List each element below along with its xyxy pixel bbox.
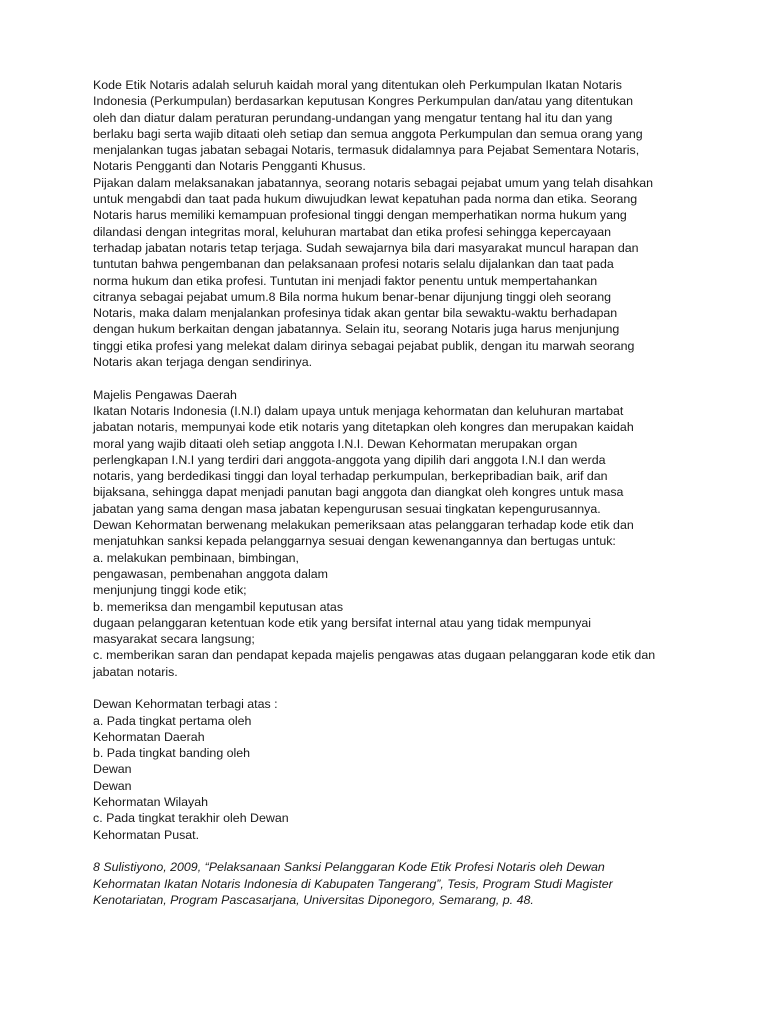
spacer	[93, 370, 683, 386]
spacer	[93, 843, 683, 859]
section-heading: Majelis Pengawas Daerah	[93, 387, 237, 402]
paragraph-ikatan-notaris: Ikatan Notaris Indonesia (I.N.I) dalam upaya untuk menjaga kehormatan dan keluhuran martabat jabatan notaris, mempunyai kode etik notaris yang ditetapkan oleh kongres dan merupakan kaidah moral yang wajib ditaati oleh setiap anggota I.N.I. Dewan Kehormatan merupakan organ perlengkapan I.N.I yang terdiri dari anggota-anggota yang dipilih dari anggota I.N.I dan werda notaris, yang berdedikasi tinggi dan loyal terhadap perkumpulan, berkepribadian baik, arif dan bijaksana, sehingga dapat menjadi panutan bagi anggota dan diangkat oleh kongres untuk masa jabatan yang sama dengan masa jabatan kepengurusan sesuai tingkatan kepengurusannya.	[93, 403, 634, 516]
document-page	[93, 77, 683, 908]
paragraph-dewan-kehormatan-levels: Dewan Kehormatan terbagi atas : a. Pada tingkat pertama oleh Kehormatan Daerah b. Pada tingkat banding oleh Dewan Dewan Kehormatan Wilayah c. Pada tingkat terakhir oleh Dewan Kehormatan Pusat.	[93, 697, 289, 842]
footnote: 8 Sulistiyono, 2009, “Pelaksanaan Sanksi Pelanggaran Kode Etik Profesi Notaris oleh Dewan Kehormatan Ikatan Notaris Indonesia di Kabupaten Tangerang”, Tesis, Program Studi Magister Kenotariatan, Program Pascasarjana, Universitas Diponegoro, Semarang, p. 48.	[93, 860, 613, 907]
spacer	[93, 680, 683, 696]
paragraph-pijakan: Pijakan dalam melaksanakan jabatannya, seorang notaris sebagai pejabat umum yang telah disahkan untuk mengabdi dan taat pada hukum diwujudkan lewat kepatuhan pada norma dan etika. Seorang Notaris harus memiliki kemampuan profesional tinggi dengan memperhatikan norma hukum yang dilandasi dengan integritas moral, keluhuran martabat dan etika profesi sehingga kepercayaan terhadap jabatan notaris tetap terjaga. Sudah sewajarnya bila dari masyarakat muncul harapan dan tuntutan bahwa pengembanan dan pelaksanaan profesi notaris selalu dijalankan dan taat pada norma hukum dan etika profesi. Tuntutan ini menjadi faktor penentu untuk mempertahankan citranya sebagai pejabat umum.8 Bila norma hukum benar-benar dijunjung tinggi oleh seorang Notaris, maka dalam menjalankan profesinya tidak akan gentar bila sewaktu-waktu berhadapan dengan hukum berkaitan dengan jabatannya. Selain itu, seorang Notaris juga harus menjunjung tinggi etika profesi yang melekat dalam dirinya sebagai pejabat publik, dengan itu marwah seorang Notaris akan terjaga dengan sendirinya.	[93, 175, 654, 370]
paragraph-dewan-kehormatan-duties: Dewan Kehormatan berwenang melakukan pemeriksaan atas pelanggaran terhadap kode etik dan menjatuhkan sanksi kepada pelanggarnya sesuai dengan kewenangannya dan bertugas untuk: a. melakukan pembinaan, bimbingan, pengawasan, pembenahan anggota dalam menjunjung tinggi kode etik; b. memeriksa dan mengambil keputusan atas dugaan pelanggaran ketentuan kode etik yang bersifat internal atau yang tidak mempunyai masyarakat secara langsung; c. memberikan saran dan pendapat kepada majelis pengawas atas dugaan pelanggaran kode etik dan jabatan notaris.	[93, 518, 656, 679]
paragraph-kode-etik-definition: Kode Etik Notaris adalah seluruh kaidah moral yang ditentukan oleh Perkumpulan Ikatan Notaris Indonesia (Perkumpulan) berdasarkan keputusan Kongres Perkumpulan dan/atau yang ditentukan oleh dan diatur dalam peraturan perundang-undangan yang mengatur tentang hal itu dan yang berlaku bagi serta wajib ditaati oleh setiap dan semua anggota Perkumpulan dan semua orang yang menjalankan tugas jabatan sebagai Notaris, termasuk didalamnya para Pejabat Sementara Notaris, Notaris Pengganti dan Notaris Pengganti Khusus.	[93, 78, 643, 174]
